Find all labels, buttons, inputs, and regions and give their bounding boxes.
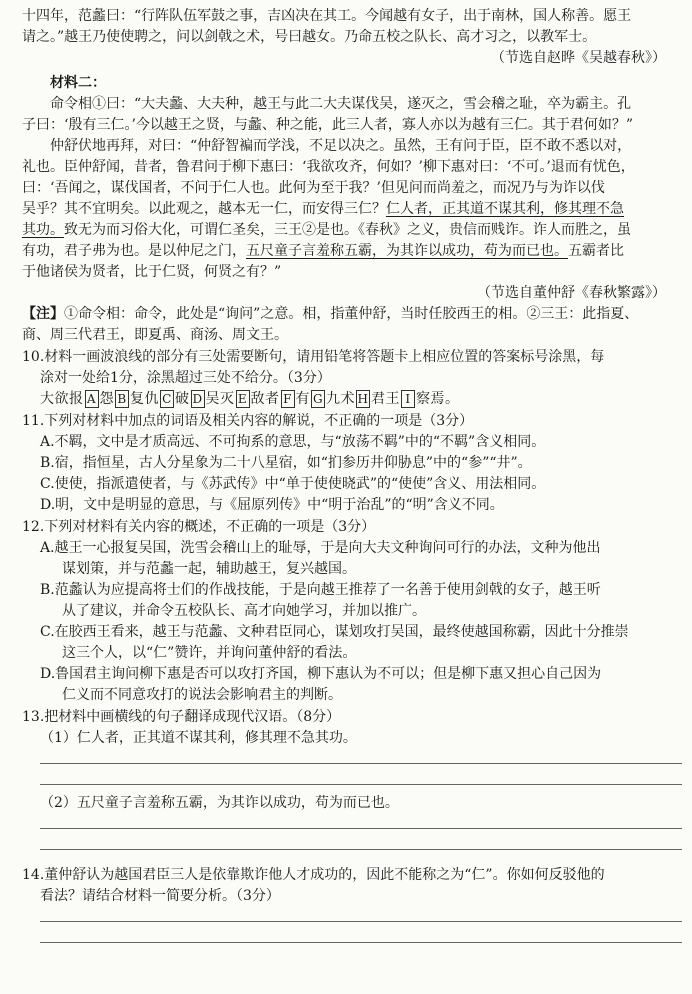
question-11-stem: 11.下列对材料中加点的词语及相关内容的解说，不正确的一项是（3分） <box>22 413 474 429</box>
text-line: 礼也。臣仲舒闻，昔者，鲁君问于柳下惠曰：‘我欲攻齐，何如？’柳下惠对曰：‘不可。’退而有忧色， <box>22 159 635 175</box>
question-10-stem: 涂对一处给1分，涂黑超过三处不给分。（3分） <box>40 370 331 386</box>
text-segment: 致无为而习俗大化，可谓仁圣矣，三王②是也。《春秋》之义，贵信而贱诈。诈人而胜之，虽 <box>64 222 631 238</box>
seg-text: 复仇 <box>130 391 159 407</box>
text-segment: 吴乎？其不宜明矣。以此观之，越本无一仁，而安得三仁？ <box>22 201 386 217</box>
note-text: ①命令相：命令，此处是“询问”之意。相，指董仲舒，当时任胶西王的相。②三王：此指夏、 <box>64 306 639 322</box>
text-line: 曰：‘吾闻之，谋伐国者，不问于仁人也。此何为至于我？’但见问而尚羞之，而况乃与为诈以伐 <box>22 180 605 196</box>
break-option-b[interactable]: B <box>115 390 129 408</box>
text-line: 请之。”越王乃使使聘之，问以剑戟之术，号曰越女。乃命五校之队长、高才习之，以教军士。 <box>22 29 597 45</box>
seg-text: 吴灭 <box>205 391 235 407</box>
text-line <box>22 199 670 220</box>
seg-text: 大欲报 <box>40 391 84 407</box>
choice-d[interactable]: D.鲁国君主询问柳下惠是否可以攻打齐国，柳下惠认为不可以；但是柳下惠又担心自己因为 <box>40 666 602 682</box>
underlined-sentence: 仁人者，正其道不谋其利，修其理不急 <box>386 201 624 217</box>
underlined-sentence: 五尺童子言羞称五霸，为其诈以成功，苟为而已也。 <box>246 243 568 259</box>
seg-text: 有 <box>295 391 310 407</box>
text-line: 十四年，范蠡曰：“行阵队伍军鼓之事，吉凶决在其工。今闻越有女子，出于南林，国人称善。愿王 <box>22 8 632 24</box>
question-12-stem: 12.下列对材料有关内容的概述，不正确的一项是（3分） <box>22 519 376 535</box>
choice-b[interactable]: B.范蠡认为应提高将士们的作战技能，于是向越王推荐了一名善于使用剑戟的女子，越王听 <box>40 582 601 598</box>
underlined-sentence: 其功。 <box>22 222 64 238</box>
text-line <box>22 241 670 262</box>
choice-b-cont: 从了建议，并命令五校队长、高才向她学习，并加以推广。 <box>62 603 426 619</box>
question-10-stem: 10.材料一画波浪线的部分有三处需要断句，请用铅笔将答题卡上相应位置的答案标号涂黑，每 <box>22 349 605 365</box>
note-line: 商、周三代君王，即夏禹、商汤、周文王。 <box>22 327 288 343</box>
seg-text: 察焉。 <box>416 391 460 407</box>
choice-c[interactable]: C.使使，指派遣使者，与《苏武传》中“单于使使晓武”的“使使”含义、用法相同。 <box>40 476 546 492</box>
text-segment: 有功，君子弗为也。是以仲尼之门， <box>22 243 246 259</box>
material-heading: 材料二： <box>50 75 106 91</box>
break-option-a[interactable]: A <box>85 390 99 408</box>
break-option-e[interactable]: E <box>236 390 250 408</box>
text-line: 子曰：‘殷有三仁。’今以越王之贤，与蠡、种之能，此三人者，寡人亦以为越有三仁。其于君何如？” <box>22 117 634 133</box>
text-line: 命令相①曰：“大夫蠡、大夫种，越王与此二大夫谋伐吴，遂灭之，雪会稽之耻，卒为霸主。孔 <box>50 96 632 112</box>
choice-d[interactable]: D.明，文中是明显的意思，与《屈原列传》中“明于治乱”的“明”含义不同。 <box>40 497 504 513</box>
break-option-i[interactable]: I <box>401 390 415 408</box>
source-citation: （节选自赵晔《吴越春秋》） <box>491 50 666 66</box>
text-segment: 五霸者比 <box>568 243 624 259</box>
translation-item-2: （2）五尺童子言羞称五霸，为其诈以成功，苟为而已也。 <box>40 795 399 811</box>
choice-a-cont: 谋划策，并与范蠡一起，辅助越王，复兴越国。 <box>62 561 356 577</box>
break-option-h[interactable]: H <box>357 392 369 406</box>
break-option-f[interactable]: F <box>281 390 295 408</box>
choice-a[interactable]: A.越王一心报复吴国，洗雪会稽山上的耻辱，于是向大夫文种询问可行的办法，文种为他出 <box>40 540 601 556</box>
choice-c[interactable]: C.在胶西王看来，越王与范蠡、文种君臣同心，谋划攻打吴国，最终使越国称霸，因此十分推崇 <box>40 624 629 640</box>
text-line <box>22 220 670 241</box>
choice-d-cont: 仁义而不同意攻打的说法会影响君主的判断。 <box>62 687 342 703</box>
note-label: 【注】 <box>22 306 64 322</box>
answer-line[interactable] <box>40 942 682 943</box>
seg-text: 君王 <box>371 391 400 407</box>
break-option-c[interactable]: C <box>160 390 174 408</box>
choice-a[interactable]: A.不羁，文中是才质高远、不可拘系的意思，与“放荡不羁”中的“不羁”含义相同。 <box>40 434 546 450</box>
choice-c-cont: 这三个人，以“仁”赞许，并询问董仲舒的看法。 <box>62 645 357 661</box>
seg-text: 怨 <box>99 391 114 407</box>
translation-item-1: （1）仁人者，正其道不谋其利，修其理不急其功。 <box>40 730 357 746</box>
break-option-d[interactable]: D <box>192 392 203 406</box>
question-14-stem: 14.董仲舒认为越国君臣三人是依靠欺诈他人才成功的，因此不能称之为“仁”。你如何反驳他的 <box>22 867 605 883</box>
text-line: 于他诸侯为贤者，比于仁贤，何贤之有？” <box>22 264 282 280</box>
break-option-g[interactable]: G <box>312 392 324 406</box>
seg-text: 九术 <box>326 391 355 407</box>
note-line <box>22 304 670 325</box>
choice-b[interactable]: B.宿，指恒星，古人分星象为二十八星宿，如“扪参历井仰胁息”中的“参”“井”。 <box>40 455 532 471</box>
sentence-break-options <box>22 389 670 410</box>
source-citation: （节选自董仲舒《春秋繁露》） <box>477 285 666 301</box>
text-line: 仲舒伏地再拜，对曰：“仲舒智褊而学浅，不足以决之。虽然，王有问于臣，臣不敢不悉以对， <box>50 138 632 154</box>
question-13-stem: 13.把材料中画横线的句子翻译成现代汉语。（8分） <box>22 709 341 725</box>
seg-text: 敌者 <box>250 391 280 407</box>
seg-text: 破 <box>175 391 190 407</box>
question-14-stem: 看法？请结合材料一简要分析。（3分） <box>40 888 280 904</box>
